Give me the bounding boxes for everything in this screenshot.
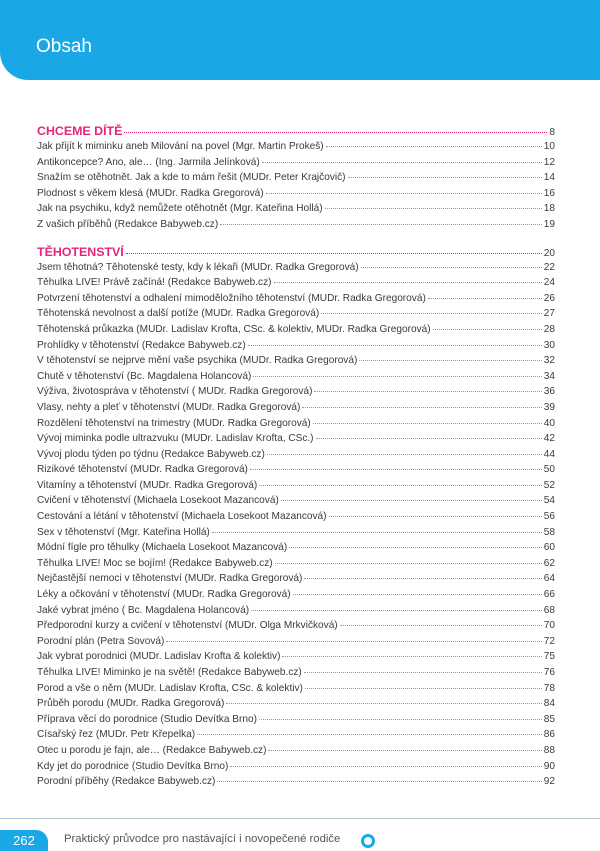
entry-page: 54: [543, 495, 555, 507]
toc-entry[interactable]: [37, 324, 555, 340]
footer-text: Praktický průvodce pro nastávající i novopečené rodiče: [64, 833, 341, 845]
section-gap: [37, 235, 555, 245]
entry-page: 90: [543, 760, 555, 772]
entry-page: 16: [543, 187, 555, 199]
entry-title: Léky a očkování v těhotenství (MUDr. Radka Gregorová): [37, 589, 291, 601]
toc-entry[interactable]: [37, 683, 555, 699]
entry-page: 64: [543, 573, 555, 585]
toc-entry[interactable]: [37, 636, 555, 652]
entry-title: Výživa, životospráva v těhotenství ( MUDr. Radka Gregorová): [37, 386, 313, 398]
entry-title: Těhotenská nevolnost a další potíže (MUDr. Radka Gregorová): [37, 308, 320, 320]
dot-leader: [166, 641, 541, 642]
dot-leader: [293, 594, 542, 595]
footer-divider: [0, 818, 600, 819]
dot-leader: [251, 610, 542, 611]
toc-entry[interactable]: [37, 386, 555, 402]
dot-leader: [250, 469, 542, 470]
entry-title: Těhulka LIVE! Moc se bojím! (Redakce Babyweb.cz): [37, 557, 273, 569]
entry-title: Rizikové těhotenství (MUDr. Radka Gregorová): [37, 464, 248, 476]
toc-entry[interactable]: [37, 203, 555, 219]
dot-leader: [259, 485, 541, 486]
dot-leader: [266, 193, 542, 194]
toc-entry[interactable]: [37, 188, 555, 204]
entry-page: 92: [543, 776, 555, 788]
toc-entry[interactable]: [37, 157, 555, 173]
dot-leader: [197, 734, 542, 735]
entry-page: 30: [543, 339, 555, 351]
entry-title: Vlasy, nehty a pleť v těhotenství (MUDr. Radka Gregorová): [37, 401, 301, 413]
toc-entry[interactable]: [37, 355, 555, 371]
entry-page: 14: [543, 172, 555, 184]
toc-entry[interactable]: [37, 172, 555, 188]
entry-page: 34: [543, 370, 555, 382]
entry-title: Z vašich příběhů (Redakce Babyweb.cz): [37, 218, 219, 230]
dot-leader: [302, 407, 541, 408]
dot-leader: [433, 329, 542, 330]
dot-leader: [359, 360, 541, 361]
entry-page: 86: [543, 729, 555, 741]
dot-leader: [289, 547, 542, 548]
entry-page: 88: [543, 744, 555, 756]
entry-title: Vitamíny a těhotenství (MUDr. Radka Gregorová): [37, 479, 258, 491]
toc-entry[interactable]: [37, 714, 555, 730]
dot-leader: [321, 313, 542, 314]
entry-title: Císařský řez (MUDr. Petr Křepelka): [37, 729, 196, 741]
section-title: CHCEME DÍTĚ: [37, 124, 123, 138]
entry-title: Jaké vybrat jméno ( Bc. Magdalena Holancová): [37, 604, 250, 616]
dot-leader: [230, 766, 541, 767]
toc-section-heading[interactable]: [37, 245, 555, 262]
entry-title: Jsem těhotná? Těhotenské testy, kdy k lékaři (MUDr. Radka Gregorová): [37, 261, 359, 273]
page-number: 262: [0, 830, 48, 851]
dot-leader: [124, 132, 547, 133]
entry-title: Prohlídky v těhotenství (Redakce Babyweb.cz): [37, 339, 246, 351]
toc-entry[interactable]: [37, 293, 555, 309]
dot-leader: [281, 500, 542, 501]
toc-entry[interactable]: [37, 308, 555, 324]
entry-page: 66: [543, 589, 555, 601]
toc-entry[interactable]: [37, 651, 555, 667]
entry-title: Příprava věcí do porodnice (Studio Devítka Brno): [37, 713, 257, 725]
toc-entry[interactable]: [37, 262, 555, 278]
dot-leader: [329, 516, 542, 517]
dot-leader: [275, 563, 542, 564]
entry-page: 12: [543, 156, 555, 168]
toc-entry[interactable]: [37, 542, 555, 558]
dot-leader: [267, 454, 542, 455]
toc-entry[interactable]: [37, 605, 555, 621]
dot-leader: [428, 298, 542, 299]
toc-section-heading[interactable]: [37, 124, 555, 141]
entry-title: Vývoj plodu týden po týdnu (Redakce Babyweb.cz): [37, 448, 265, 460]
entry-title: Těhulka LIVE! Právě začíná! (Redakce Babyweb.cz): [37, 277, 272, 289]
dot-leader: [248, 345, 542, 346]
dot-leader: [268, 750, 541, 751]
entry-title: Sex v těhotenství (Mgr. Kateřina Hollá): [37, 526, 210, 538]
entry-title: Porodní příběhy (Redakce Babyweb.cz): [37, 776, 216, 788]
entry-title: Cvičení v těhotenství (Michaela Losekoot Mazancová): [37, 495, 279, 507]
entry-title: Snažím se otěhotnět. Jak a kde to mám řešit (MUDr. Peter Krajčovič): [37, 172, 346, 184]
toc-entry[interactable]: [37, 667, 555, 683]
entry-page: 10: [543, 141, 555, 152]
entry-title: Porod a vše o něm (MUDr. Ladislav Krofta, CSc. & kolektiv): [37, 682, 303, 694]
toc-entry[interactable]: [37, 371, 555, 387]
entry-title: Porodní plán (Petra Sovová): [37, 635, 165, 647]
toc-entry[interactable]: [37, 464, 555, 480]
entry-page: 75: [543, 651, 555, 663]
dot-leader: [212, 532, 542, 533]
dot-leader: [325, 208, 542, 209]
toc-entry[interactable]: [37, 480, 555, 496]
dot-leader: [274, 282, 542, 283]
dot-leader: [326, 146, 542, 147]
entry-page: 60: [543, 542, 555, 554]
entry-title: Nejčastější nemoci v těhotenství (MUDr. Radka Gregorová): [37, 573, 303, 585]
entry-title: Jak přijít k miminku aneb Milování na povel (Mgr. Martin Prokeš): [37, 141, 324, 152]
entry-page: 28: [543, 323, 555, 335]
entry-title: Průběh porodu (MUDr. Radka Gregorová): [37, 698, 225, 710]
dot-leader: [305, 688, 542, 689]
dot-leader: [262, 162, 542, 163]
entry-page: 85: [543, 713, 555, 725]
entry-title: Potvrzení těhotenství a odhalení mimoděložního těhotenství (MUDr. Radka Gregorová): [37, 292, 426, 304]
entry-title: Rozdělení těhotenství na trimestry (MUDr. Radka Gregorová): [37, 417, 311, 429]
section-page: 20: [543, 247, 555, 259]
dot-leader: [259, 719, 542, 720]
toc-entry[interactable]: [37, 527, 555, 543]
entry-title: Jak na psychiku, když nemůžete otěhotnět (Mgr. Kateřina Hollá): [37, 203, 323, 215]
entry-page: 24: [543, 277, 555, 289]
ring-icon: [361, 834, 375, 848]
toc-entry[interactable]: [37, 418, 555, 434]
entry-title: Předporodní kurzy a cvičení v těhotenství (MUDr. Olga Mrkvičková): [37, 620, 338, 632]
dot-leader: [361, 267, 542, 268]
entry-page: 62: [543, 557, 555, 569]
toc-entry[interactable]: [37, 277, 555, 293]
table-of-contents: [37, 124, 555, 792]
entry-page: 68: [543, 604, 555, 616]
entry-title: Těhulka LIVE! Miminko je na světě! (Redakce Babyweb.cz): [37, 667, 302, 678]
section-page: 8: [549, 127, 555, 138]
entry-page: 76: [543, 667, 555, 678]
entry-title: Těhotenská průkazka (MUDr. Ladislav Krofta, CSc. & kolektiv, MUDr. Radka Gregorová): [37, 323, 431, 335]
entry-title: Vývoj miminka podle ultrazvuku (MUDr. Ladislav Krofta, CSc.): [37, 433, 314, 445]
dot-leader: [348, 177, 542, 178]
entry-page: 26: [543, 292, 555, 304]
entry-title: V těhotenství se nejprve mění vaše psychika (MUDr. Radka Gregorová): [37, 355, 358, 367]
toc-entry[interactable]: [37, 495, 555, 511]
entry-page: 58: [543, 526, 555, 538]
dot-leader: [282, 656, 541, 657]
toc-entry[interactable]: [37, 141, 555, 157]
entry-page: 52: [543, 479, 555, 491]
entry-page: 44: [543, 448, 555, 460]
entry-page: 40: [543, 417, 555, 429]
toc-entry[interactable]: [37, 449, 555, 465]
toc-entry[interactable]: [37, 558, 555, 574]
dot-leader: [126, 253, 542, 254]
entry-page: 72: [543, 635, 555, 647]
entry-title: Plodnost s věkem klesá (MUDr. Radka Gregorová): [37, 187, 264, 199]
dot-leader: [340, 625, 542, 626]
toc-entry[interactable]: [37, 620, 555, 636]
entry-title: Chutě v těhotenství (Bc. Magdalena Holancová): [37, 370, 252, 382]
toc-entry[interactable]: [37, 698, 555, 714]
dot-leader: [313, 423, 542, 424]
dot-leader: [314, 391, 541, 392]
toc-entry[interactable]: [37, 745, 555, 761]
entry-title: Módní fígle pro těhulky (Michaela Losekoot Mazancová): [37, 542, 288, 554]
toc-entry[interactable]: [37, 511, 555, 527]
toc-entry[interactable]: [37, 589, 555, 605]
entry-page: 84: [543, 698, 555, 710]
dot-leader: [226, 703, 541, 704]
entry-page: 36: [543, 386, 555, 398]
dot-leader: [253, 376, 541, 377]
toc-entry[interactable]: [37, 433, 555, 449]
entry-page: 27: [543, 308, 555, 320]
dot-leader: [220, 224, 542, 225]
entry-page: 50: [543, 464, 555, 476]
dot-leader: [316, 438, 542, 439]
entry-page: 19: [543, 218, 555, 230]
header-bar: [0, 0, 600, 80]
entry-title: Antikoncepce? Ano, ale… (Ing. Jarmila Jelínková): [37, 156, 260, 168]
entry-title: Otec u porodu je fajn, ale… (Redakce Babyweb.cz): [37, 744, 267, 756]
entry-page: 42: [543, 433, 555, 445]
toc-entry[interactable]: [37, 776, 555, 792]
entry-title: Cestování a létání v těhotenství (Michaela Losekoot Mazancová): [37, 511, 327, 523]
page-title: Obsah: [36, 36, 92, 57]
dot-leader: [304, 672, 542, 673]
section-title: TĚHOTENSTVÍ: [37, 244, 124, 259]
entry-page: 39: [543, 401, 555, 413]
entry-page: 18: [543, 203, 555, 215]
entry-page: 56: [543, 511, 555, 523]
entry-page: 22: [543, 261, 555, 273]
toc-entry[interactable]: [37, 340, 555, 356]
toc-entry[interactable]: [37, 729, 555, 745]
toc-entry[interactable]: [37, 219, 555, 235]
dot-leader: [304, 578, 541, 579]
entry-title: Kdy jet do porodnice (Studio Devítka Brno): [37, 760, 229, 772]
entry-page: 32: [543, 355, 555, 367]
entry-page: 78: [543, 682, 555, 694]
entry-title: Jak vybrat porodnici (MUDr. Ladislav Krofta & kolektiv): [37, 651, 281, 663]
toc-entry[interactable]: [37, 402, 555, 418]
toc-entry[interactable]: [37, 573, 555, 589]
dot-leader: [217, 781, 541, 782]
entry-page: 70: [543, 620, 555, 632]
toc-entry[interactable]: [37, 761, 555, 777]
